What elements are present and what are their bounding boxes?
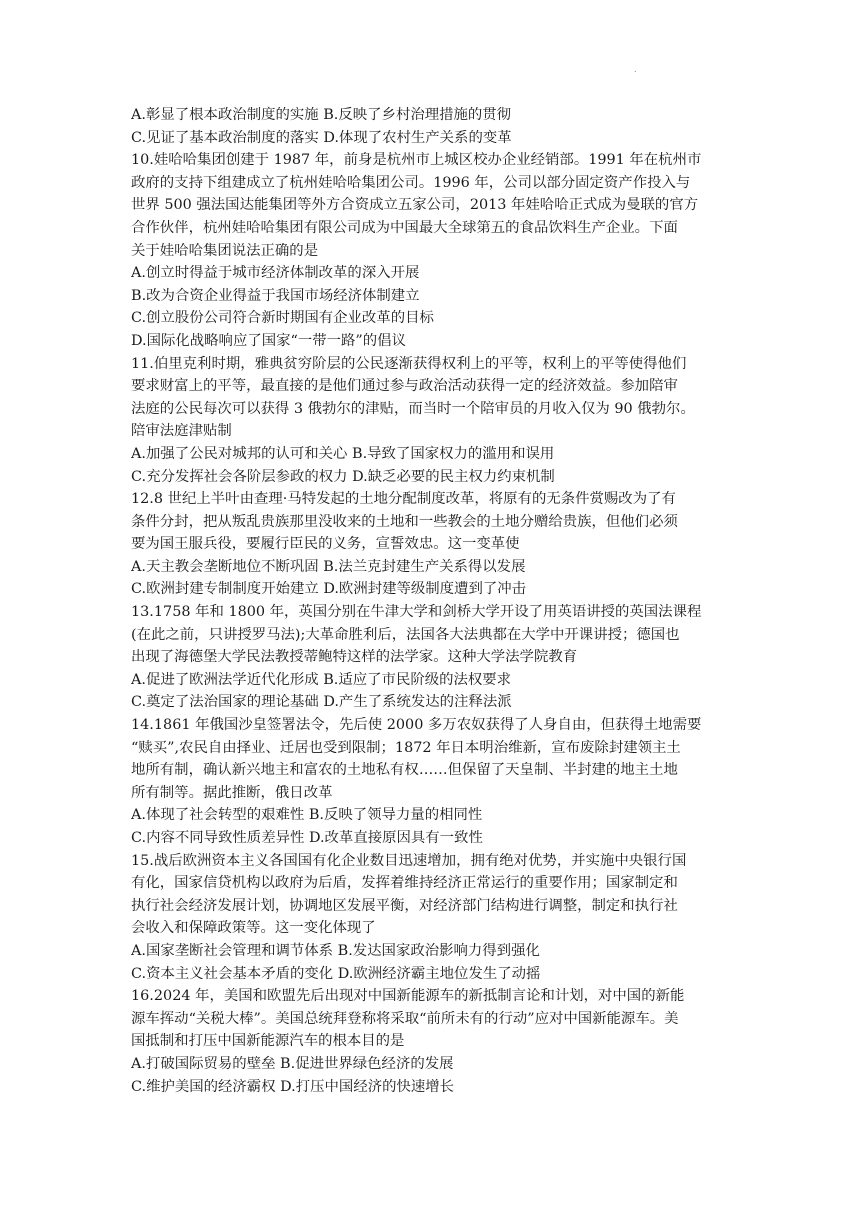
text-line: A.彰显了根本政治制度的实施 B.反映了乡村治理措施的贯彻	[131, 107, 512, 123]
text-line: “赎买”,农民自由择业、迁居也受到限制；1872 年日本明治维新，宣布废除封建领主土	[131, 739, 681, 756]
text-line: C.欧洲封建专制制度开始建立 D.欧洲封建等级制度遭到了冲击	[131, 581, 527, 598]
text-line: A.创立时得益于城市经济体制改革的深入开展	[131, 265, 420, 282]
text-line: 国抵制和打压中国新能源汽车的根本目的是	[131, 1033, 405, 1050]
text-line: 10.娃哈哈集团创建于 1987 年，前身是杭州市上城区校办企业经销部。1991 年在杭州市	[131, 152, 702, 169]
text-line: A.天主教会垄断地位不断巩固 B.法兰克封建生产关系得以发展	[131, 558, 526, 575]
text-line: B.改为合资企业得益于我国市场经济体制建立	[131, 287, 420, 304]
text-line: C.创立股份公司符合新时期国有企业改革的目标	[131, 310, 434, 327]
text-line: 14.1861 年俄国沙皇签署法令，先后使 2000 多万农奴获得了人身自由，但获得土地需要	[131, 717, 702, 734]
text-line: 要为国王服兵役，要履行臣民的义务，宣誓效忠。这一变革使	[131, 536, 520, 553]
text-line: 政府的支持下组建成立了杭州娃哈哈集团公司。1996 年，公司以部分固定资产作投入与	[131, 174, 691, 191]
text-line: C.奠定了法治国家的理论基础 D.产生了系统发达的注释法派	[131, 694, 512, 711]
header-dot: .	[634, 64, 637, 74]
text-line: 会收入和保障政策等。这一变化体现了	[131, 920, 376, 937]
text-line: C.资本主义社会基本矛盾的变化 D.欧洲经济霸主地位发生了动摇	[131, 965, 541, 982]
text-line: 15.战后欧洲资本主义各国国有化企业数目迅速增加，拥有绝对优势，并实施中央银行国	[131, 852, 687, 869]
text-line: 世界 500 强法国达能集团等外方合资成立五家公司，2013 年娃哈哈正式成为曼联的官方	[131, 197, 699, 214]
text-line: 要求财富上的平等，最直接的是他们通过参与政治活动获得一定的经济效益。参加陪审	[131, 378, 678, 395]
text-line: 地所有制，确认新兴地主和富农的土地私有权……但保留了天皇制、半封建的地主土地	[131, 762, 678, 779]
text-line: 13.1758 年和 1800 年，英国分别在牛津大学和剑桥大学开设了用英语讲授的英国法课程	[131, 604, 702, 621]
text-line: A.促进了欧洲法学近代化形成 B.适应了市民阶级的法权要求	[131, 671, 512, 688]
text-line: 关于娃哈哈集团说法正确的是	[131, 242, 319, 259]
text-line: 条件分封，把从叛乱贵族那里没收来的土地和一些教会的土地分赠给贵族，但他们必须	[131, 513, 678, 530]
text-line: D.国际化战略响应了国家“一带一路”的倡议	[131, 332, 406, 349]
text-line: 所有制等。据此推断，俄日改革	[131, 784, 333, 801]
text-line: C.见证了基本政治制度的落实 D.体现了农村生产关系的变革	[131, 129, 512, 146]
text-line: 出现了海德堡大学民法教授蒂鲍特这样的法学家。这种大学法学院教育	[131, 649, 578, 666]
question-text-block	[131, 104, 731, 1098]
text-line: C.充分发挥社会各阶层参政的权力 D.缺乏必要的民主权力约束机制	[131, 468, 555, 485]
text-line: 法庭的公民每次可以获得 3 俄勃尔的津贴，而当时一个陪审员的月收入仅为 90 俄勃尔。	[131, 400, 695, 417]
text-line: (在此之前，只讲授罗马法);大革命胜利后，法国各大法典都在大学中开课讲授；德国也	[131, 626, 680, 643]
text-line: 有化，国家信贷机构以政府为后盾，发挥着维持经济正常运行的重要作用；国家制定和	[131, 875, 678, 892]
text-line: 12.8 世纪上半叶由查理·马特发起的土地分配制度改革，将原有的无条件赏赐改为了有	[131, 491, 676, 508]
text-line: C.内容不同导致性质差异性 D.改革直接原因具有一致性	[131, 830, 483, 846]
text-line: 陪审法庭津贴制	[131, 423, 232, 440]
text-line: A.体现了社会转型的艰难性 B.反映了领导力量的相同性	[131, 807, 483, 824]
text-line: A.加强了公民对城邦的认可和关心 B.导致了国家权力的滥用和误用	[131, 445, 555, 462]
text-line: C.维护美国的经济霸权 D.打压中国经济的快速增长	[131, 1078, 455, 1095]
text-line: A.打破国际贸易的壁垒 B.促进世界绿色经济的发展	[131, 1055, 454, 1072]
text-line: 11.伯里克利时期，雅典贫穷阶层的公民逐渐获得权利上的平等，权利上的平等使得他们	[131, 355, 687, 372]
text-line: A.国家垄断社会管理和调节体系 B.发达国家政治影响力得到强化	[131, 942, 540, 959]
text-line: 合作伙伴，杭州娃哈哈集团有限公司成为中国最大全球第五的食品饮料生产企业。下面	[131, 219, 678, 236]
text-line: 16.2024 年，美国和欧盟先后出现对中国新能源车的新抵制言论和计划，对中国的新能	[131, 988, 685, 1005]
text-line: 源车挥动“关税大棒”。美国总统拜登称将采取“前所未有的行动”应对中国新能源车。美	[131, 1010, 679, 1027]
text-line: 执行社会经济发展计划，协调地区发展平衡，对经济部门结构进行调整，制定和执行社	[131, 897, 678, 914]
